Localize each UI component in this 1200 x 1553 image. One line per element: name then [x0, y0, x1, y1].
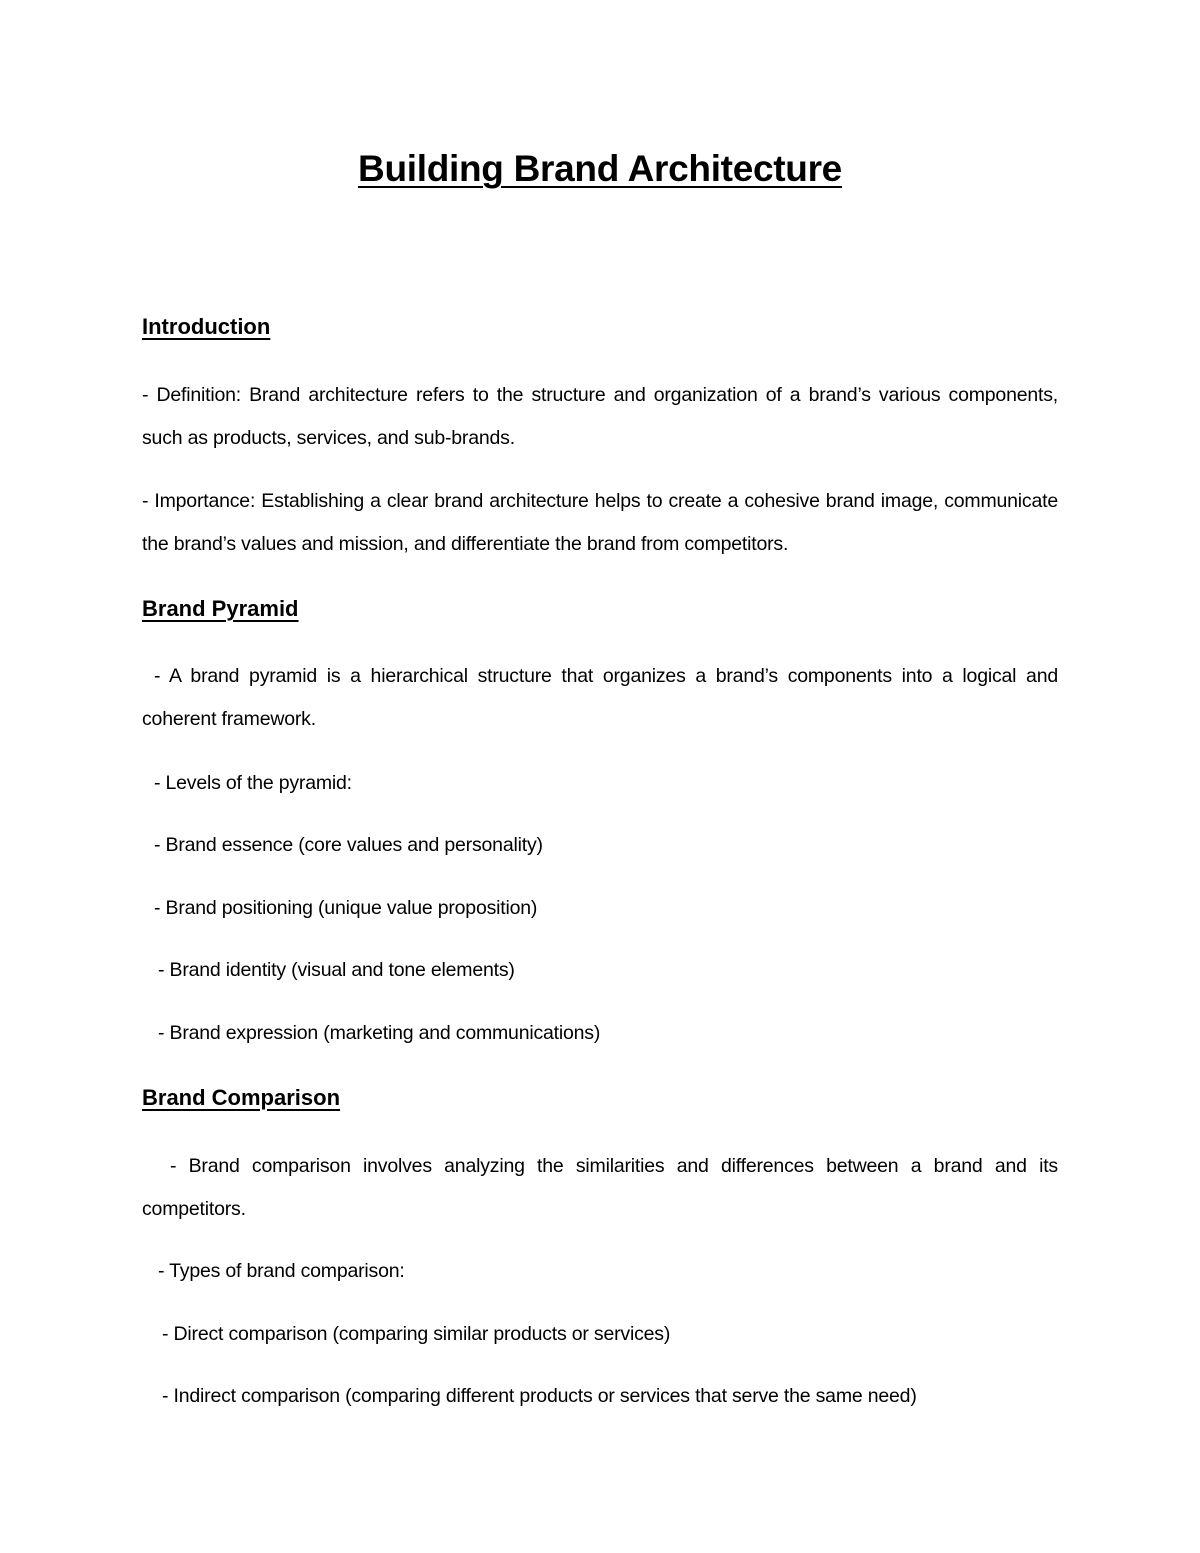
pyramid-levels-label: - Levels of the pyramid: [154, 772, 352, 794]
paragraph-definition: - Definition: Brand architecture refers to the structure and organization of a brand’s various components, such as products, services, and sub-brands. [142, 384, 1058, 449]
section-heading-brand-comparison: Brand Comparison [142, 1085, 341, 1110]
comparison-type-item: - Direct comparison (comparing similar products or services) [162, 1323, 671, 1345]
pyramid-level-item: - Brand expression (marketing and communications) [158, 1022, 601, 1044]
comparison-type-item: - Indirect comparison (comparing different products or services that serve the same need) [162, 1385, 917, 1407]
paragraph-brand-comparison: - Brand comparison involves analyzing the similarities and differences between a brand and its competitors. [142, 1155, 1058, 1220]
paragraph-importance: - Importance: Establishing a clear brand architecture helps to create a cohesive brand image, communicate the brand’s values and mission, and differentiate the brand from competitors. [142, 490, 1058, 555]
document-title: Building Brand Architecture [358, 148, 842, 189]
paragraph-brand-pyramid: - A brand pyramid is a hierarchical structure that organizes a brand’s components into a logical and coherent framework. [142, 665, 1058, 730]
pyramid-level-item: - Brand essence (core values and personality) [154, 834, 543, 856]
section-heading-brand-pyramid: Brand Pyramid [142, 596, 299, 621]
comparison-types-label: - Types of brand comparison: [158, 1260, 405, 1282]
section-heading-introduction: Introduction [142, 314, 271, 339]
pyramid-level-item: - Brand identity (visual and tone elements) [158, 959, 515, 981]
pyramid-level-item: - Brand positioning (unique value proposition) [154, 897, 538, 919]
